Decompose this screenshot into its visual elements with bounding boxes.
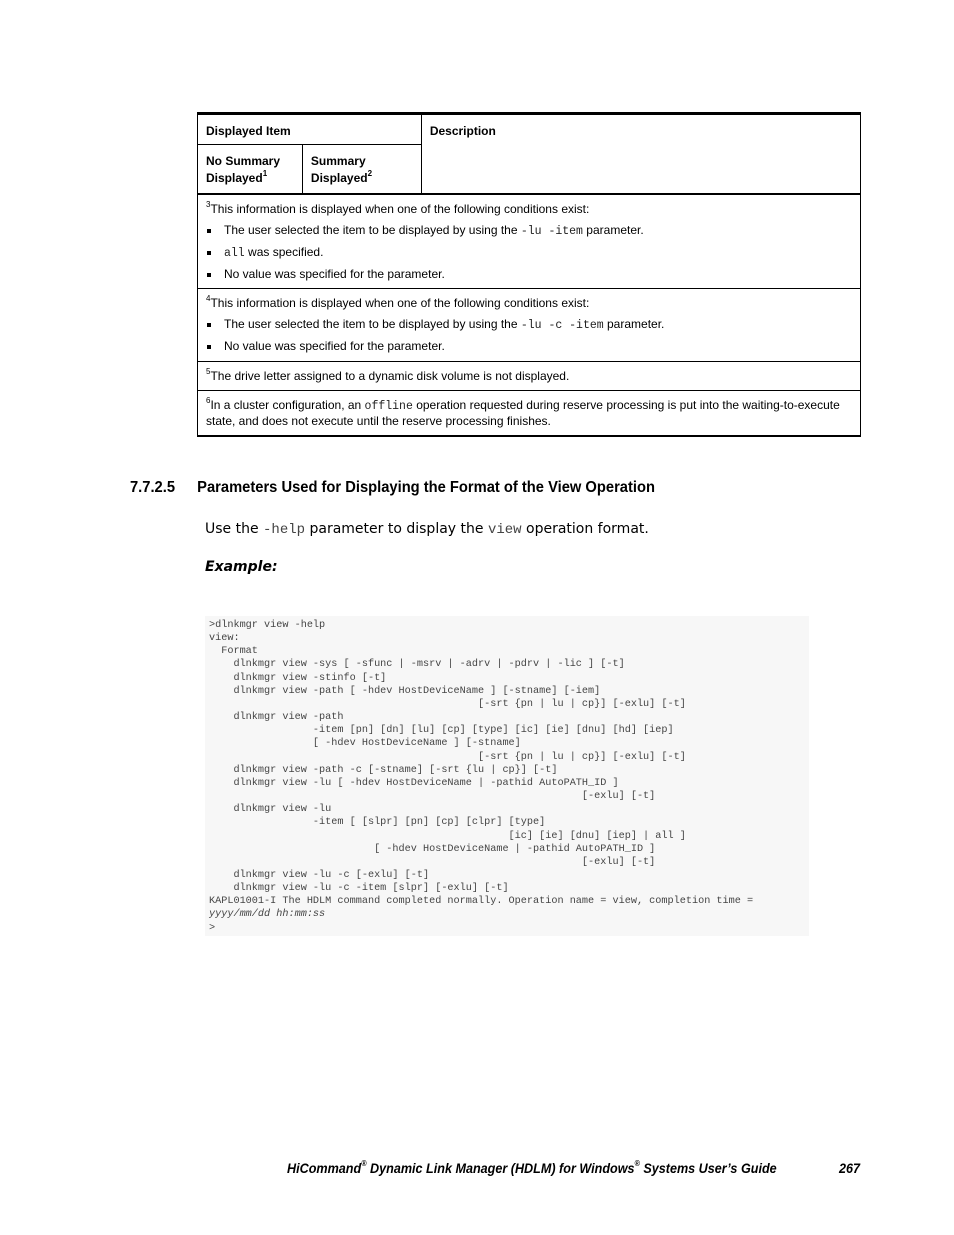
footnote-3: $^3$This information is displayed when one of the following conditions exist: The user selected the item to be displayed by using the -lu -item parameter. all was specified. No value was specified for the parameter.	[198, 194, 861, 289]
code-line: dlnkmgr view -path -c [-stname] [-srt {lu | cp}] [-t]	[209, 764, 558, 776]
example-label: Example:	[205, 559, 278, 575]
header-no-summary-displayed: No Summary Displayed$^1$	[198, 145, 303, 194]
code-line: >dlnkmgr view -help	[209, 620, 326, 631]
section-number: 7.7.2.5	[130, 479, 176, 496]
header-description: Description	[421, 114, 860, 194]
code-example-block	[205, 616, 809, 936]
list-item: The user selected the item to be displayed by using the -lu -item parameter.	[206, 223, 852, 239]
code-line: Format	[209, 646, 258, 658]
code-line: dlnkmgr view -lu -c -item [slpr] [-exlu] [-t]	[209, 883, 509, 895]
code-line: yyyy/mm/dd hh:mm:ss	[209, 909, 326, 921]
code-line: dlnkmgr view -path [ -hdev HostDeviceName ] [-stname] [-iem]	[209, 685, 601, 697]
footnote-6: $^6$In a cluster configuration, an offline operation requested during reserve processing is put into the waiting-to-execute state, and does not execute until the reserve processing finishes.	[198, 391, 861, 436]
list-item: No value was specified for the parameter.	[206, 267, 852, 282]
code-line: dlnkmgr view -lu -c [-exlu] [-t]	[209, 869, 430, 881]
code-line: [-exlu] [-t]	[209, 856, 656, 868]
section-title: Parameters Used for Displaying the Format of the View Operation	[197, 479, 655, 496]
code-line: dlnkmgr view -sys [ -sfunc | -msrv | -adrv | -pdrv | -lic ] [-t]	[209, 659, 625, 671]
code-line: dlnkmgr view -stinfo [-t]	[209, 672, 387, 684]
code-listing	[209, 619, 809, 935]
footnote-4: $^4$This information is displayed when one of the following conditions exist: The user selected the item to be displayed by using the -lu -c -item parameter. No value was specified for the parameter.	[198, 289, 861, 362]
code-line: [ic] [ie] [dnu] [iep] | all ]	[209, 830, 686, 842]
header-summary-displayed: Summary Displayed$^2$	[302, 145, 421, 194]
code-line: [-srt {pn | lu | cp}] [-exlu] [-t]	[209, 751, 686, 763]
list-item: The user selected the item to be displayed by using the -lu -c -item parameter.	[206, 317, 852, 333]
list-item: No value was specified for the parameter.	[206, 339, 852, 354]
code-line: [ -hdev HostDeviceName ] [-stname]	[209, 738, 521, 750]
section-heading	[130, 479, 655, 497]
page-footer-title: HiCommand® Dynamic Link Manager (HDLM) for Windows® Systems User’s Guide	[287, 1159, 777, 1176]
header-displayed-item: Displayed Item	[198, 114, 422, 145]
page-number: 267	[839, 1160, 861, 1176]
list-item: all was specified.	[206, 245, 852, 261]
code-line: -item [ [slpr] [pn] [cp] [clpr] [type]	[209, 817, 546, 829]
code-line: -item [pn] [dn] [lu] [cp] [type] [ic] [ie] [dnu] [hd] [iep]	[209, 725, 674, 737]
footnote-5: $^5$The drive letter assigned to a dynamic disk volume is not displayed.	[198, 362, 861, 391]
code-line: >	[209, 922, 216, 934]
code-line: view:	[209, 633, 240, 645]
code-line: dlnkmgr view -lu	[209, 804, 332, 816]
code-line: [ -hdev HostDeviceName | -pathid AutoPATH_ID ]	[209, 843, 656, 855]
code-line: KAPL01001-I The HDLM command completed normally. Operation name = view, completion time =	[209, 896, 760, 908]
code-line: dlnkmgr view -lu [ -hdev HostDeviceName | -pathid AutoPATH_ID ]	[209, 777, 619, 789]
code-line: [-exlu] [-t]	[209, 791, 656, 803]
body-paragraph: Use the -help parameter to display the view operation format.	[205, 521, 649, 538]
code-line: [-srt {pn | lu | cp}] [-exlu] [-t]	[209, 698, 686, 710]
parameter-description-table	[197, 112, 861, 437]
code-line: dlnkmgr view -path	[209, 712, 344, 724]
